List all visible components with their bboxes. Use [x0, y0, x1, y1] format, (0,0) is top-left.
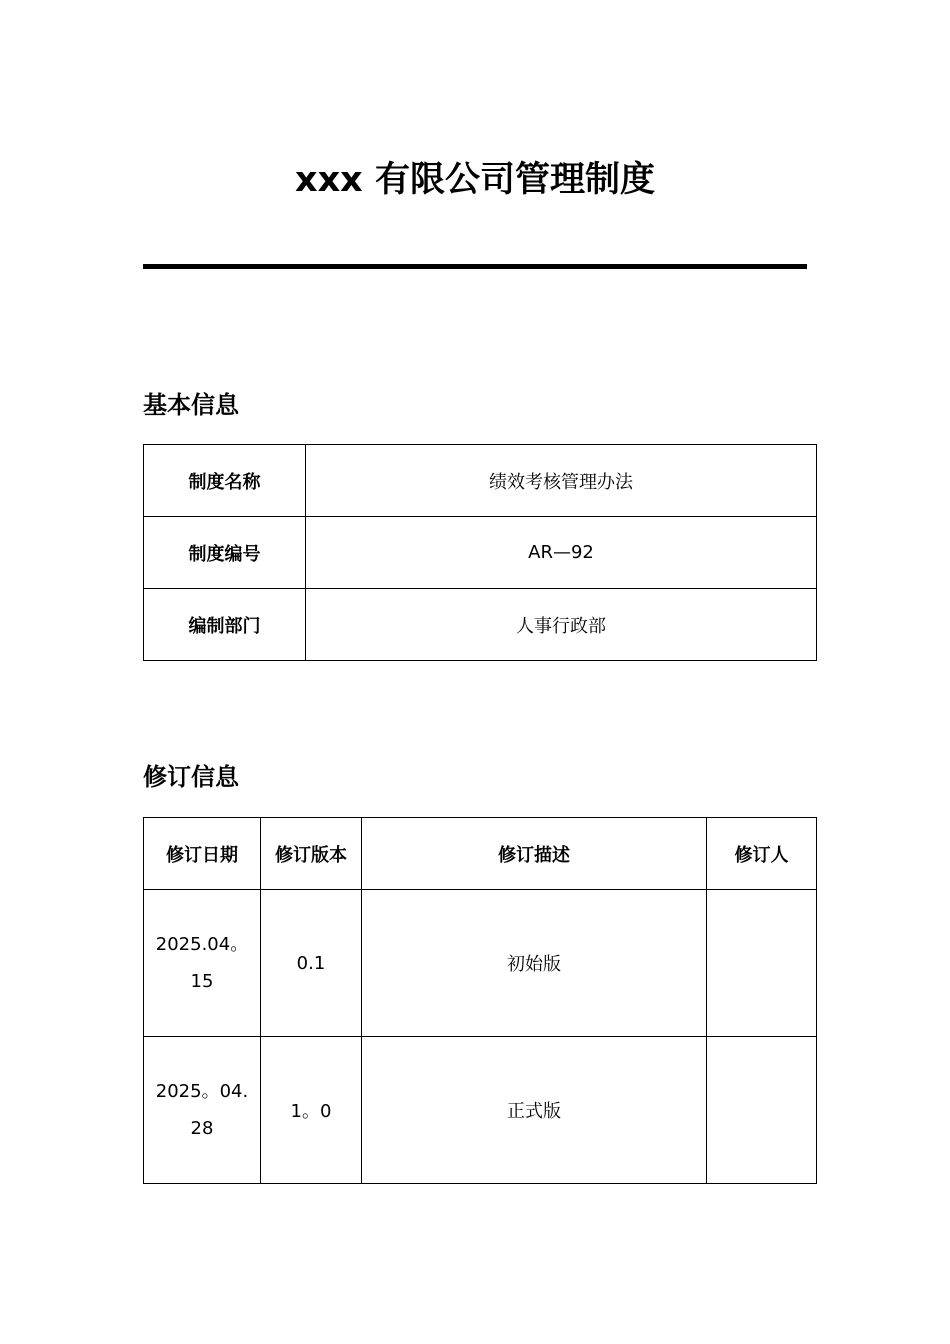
table-row	[144, 1037, 817, 1184]
row-label: 编制部门	[144, 589, 306, 661]
row-value: AR—92	[306, 517, 817, 589]
revision-date-cell	[144, 890, 261, 1037]
revision-date-cell	[144, 1037, 261, 1184]
row-label: 制度编号	[144, 517, 306, 589]
revision-reviser	[707, 1037, 817, 1184]
revision-description: 初始版	[362, 890, 707, 1037]
table-row	[144, 445, 817, 517]
revision-version: 1。0	[261, 1037, 362, 1184]
row-value: 人事行政部	[306, 589, 817, 661]
revision-description: 正式版	[362, 1037, 707, 1184]
revision-date-line1: 2025。04.	[155, 1081, 249, 1102]
revision-info-heading: 修订信息	[143, 763, 239, 791]
column-header-version: 修订版本	[261, 818, 362, 890]
table-row	[144, 890, 817, 1037]
revision-info-table	[143, 817, 817, 1184]
column-header-reviser: 修订人	[707, 818, 817, 890]
revision-version: 0.1	[261, 890, 362, 1037]
row-label: 制度名称	[144, 445, 306, 517]
table-row	[144, 517, 817, 589]
title-divider	[143, 264, 807, 269]
document-title: xxx 有限公司管理制度	[295, 160, 655, 200]
basic-info-table	[143, 444, 817, 661]
revision-date-line2: 15	[190, 971, 214, 992]
basic-info-heading: 基本信息	[143, 391, 239, 419]
table-row	[144, 589, 817, 661]
column-header-date: 修订日期	[144, 818, 261, 890]
revision-date-line2: 28	[190, 1118, 214, 1139]
table-header-row	[144, 818, 817, 890]
column-header-description: 修订描述	[362, 818, 707, 890]
revision-date-line1: 2025.04。	[155, 934, 249, 955]
row-value: 绩效考核管理办法	[306, 445, 817, 517]
revision-reviser	[707, 890, 817, 1037]
